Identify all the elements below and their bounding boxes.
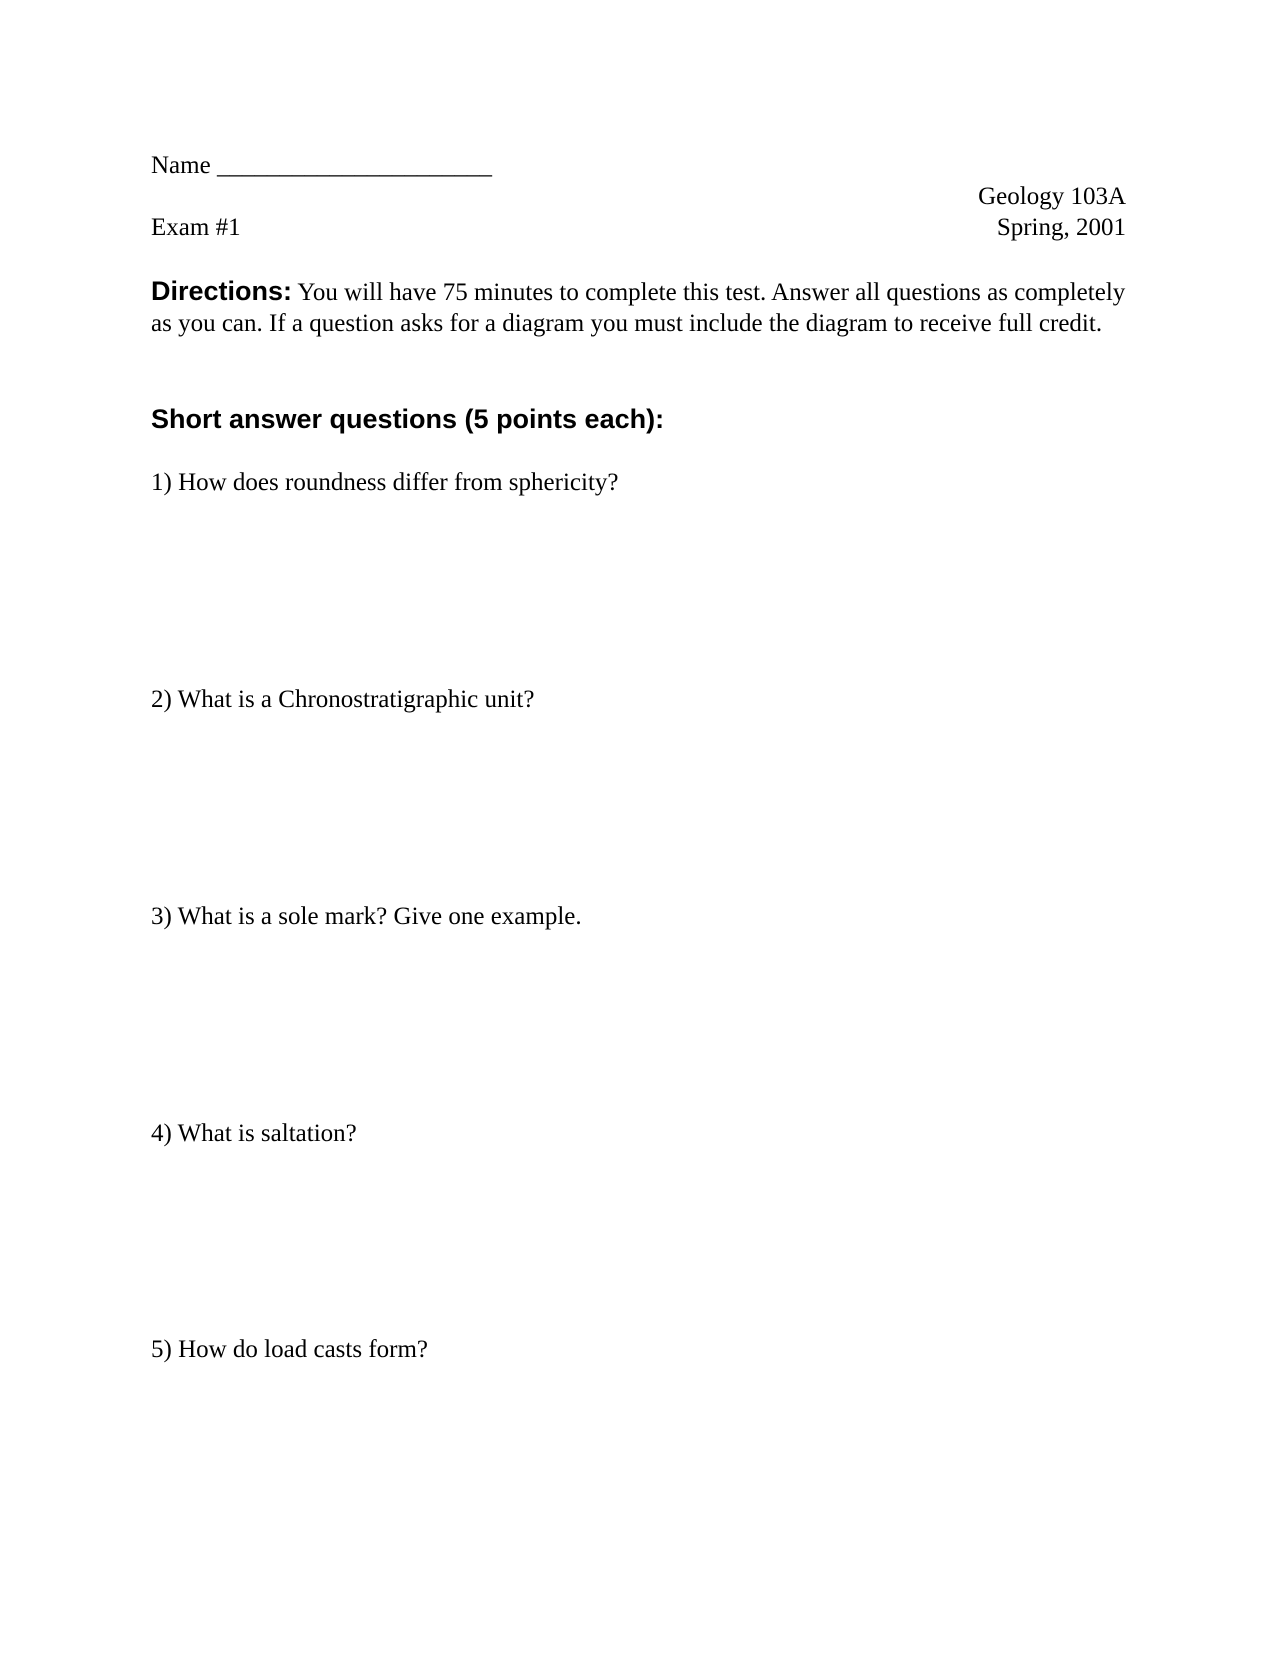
term: Spring, 2001 <box>996 214 1126 241</box>
section-heading: Short answer questions (5 points each): <box>151 404 665 434</box>
question-3: 3) What is a sole mark? Give one example. <box>151 903 582 930</box>
question-2: 2) What is a Chronostratigraphic unit? <box>151 686 535 713</box>
directions-label: Directions: <box>151 276 293 306</box>
question-4: 4) What is saltation? <box>151 1120 357 1147</box>
directions-text: You will have 75 minutes to complete this test. Answer all questions as completely as you can. If a question asks for a diagram you must include the diagram to receive full credit. <box>151 279 1126 337</box>
directions-paragraph <box>151 276 1131 339</box>
question-1: 1) How does roundness differ from sphericity? <box>151 469 619 496</box>
name-field-label: Name ______________________ <box>151 152 492 179</box>
question-5: 5) How do load casts form? <box>151 1336 429 1363</box>
exam-title: Exam #1 <box>151 214 241 241</box>
course-title: Geology 103A <box>978 183 1126 210</box>
course-info <box>978 181 1126 243</box>
